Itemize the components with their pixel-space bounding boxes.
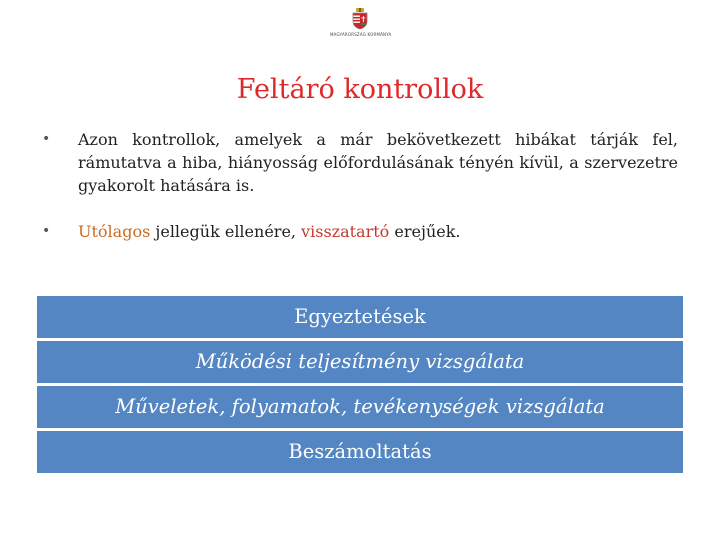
highlight-utolagos: Utólagos (78, 222, 151, 241)
slide-title: Feltáró kontrollok (236, 74, 484, 105)
bullet-text: jellegük ellenére, (150, 222, 302, 241)
bullet-text: Azon kontrollok, amelyek a már bekövetkezett hibákat tárják fel, rámutatva a hiba, hiányosság előfordulásának tényén kívül, a szervezetre gyakorolt hatására is. (78, 130, 678, 195)
bullet-marker: • (42, 131, 51, 147)
bullet-item (36, 220, 678, 243)
bullet-marker: • (42, 223, 51, 239)
hungarian-coat-of-arms-icon (351, 8, 369, 30)
bullet-text: erejűek. (389, 222, 461, 241)
control-box: Működési teljesítmény vizsgálata (37, 341, 683, 383)
control-box: Műveletek, folyamatok, tevékenységek vizsgálata (37, 386, 683, 428)
control-list (37, 296, 683, 476)
control-box: Egyeztetések (37, 296, 683, 338)
bullet-item (36, 128, 678, 197)
control-box: Beszámoltatás (37, 431, 683, 473)
bullet-list (36, 128, 678, 243)
logo-caption: MAGYARORSZÁG KORMÁNYA (330, 32, 392, 37)
government-logo (330, 8, 390, 44)
highlight-visszatarto: visszatartó (301, 222, 390, 241)
